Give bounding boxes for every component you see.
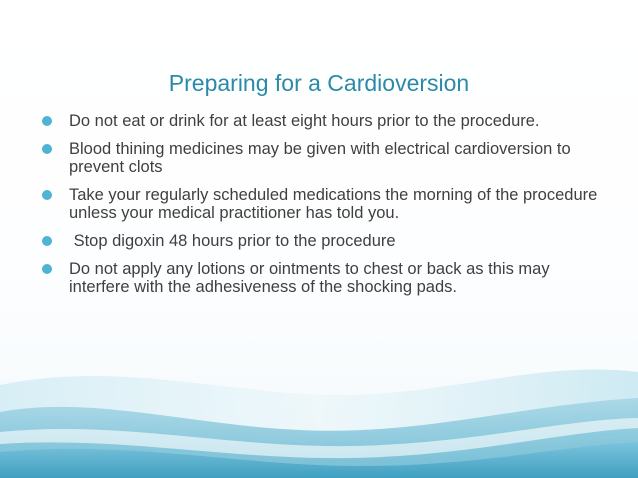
bullet-list <box>42 112 612 306</box>
bullet-text: Do not eat or drink for at least eight hours prior to the procedure. <box>69 112 540 130</box>
list-item <box>42 186 612 222</box>
bullet-text: Blood thining medicines may be given with electrical cardioversion to prevent clots <box>69 140 576 176</box>
list-item <box>42 140 612 176</box>
list-item <box>42 112 612 130</box>
bullet-dot-icon <box>42 116 52 126</box>
slide-title: Preparing for a Cardioversion <box>168 70 470 96</box>
bullet-text: Take your regularly scheduled medications the morning of the procedure unless your medical practitioner has told you. <box>69 186 602 222</box>
bullet-text: Stop digoxin 48 hours prior to the procedure <box>69 232 396 250</box>
bullet-dot-icon <box>42 144 52 154</box>
bullet-dot-icon <box>42 190 52 200</box>
list-item <box>42 232 612 250</box>
bullet-dot-icon <box>42 264 52 274</box>
bullet-dot-icon <box>42 236 52 246</box>
list-item <box>42 260 612 296</box>
bullet-text: Do not apply any lotions or ointments to chest or back as this may interfere with the adhesiveness of the shocking pads. <box>69 260 555 296</box>
